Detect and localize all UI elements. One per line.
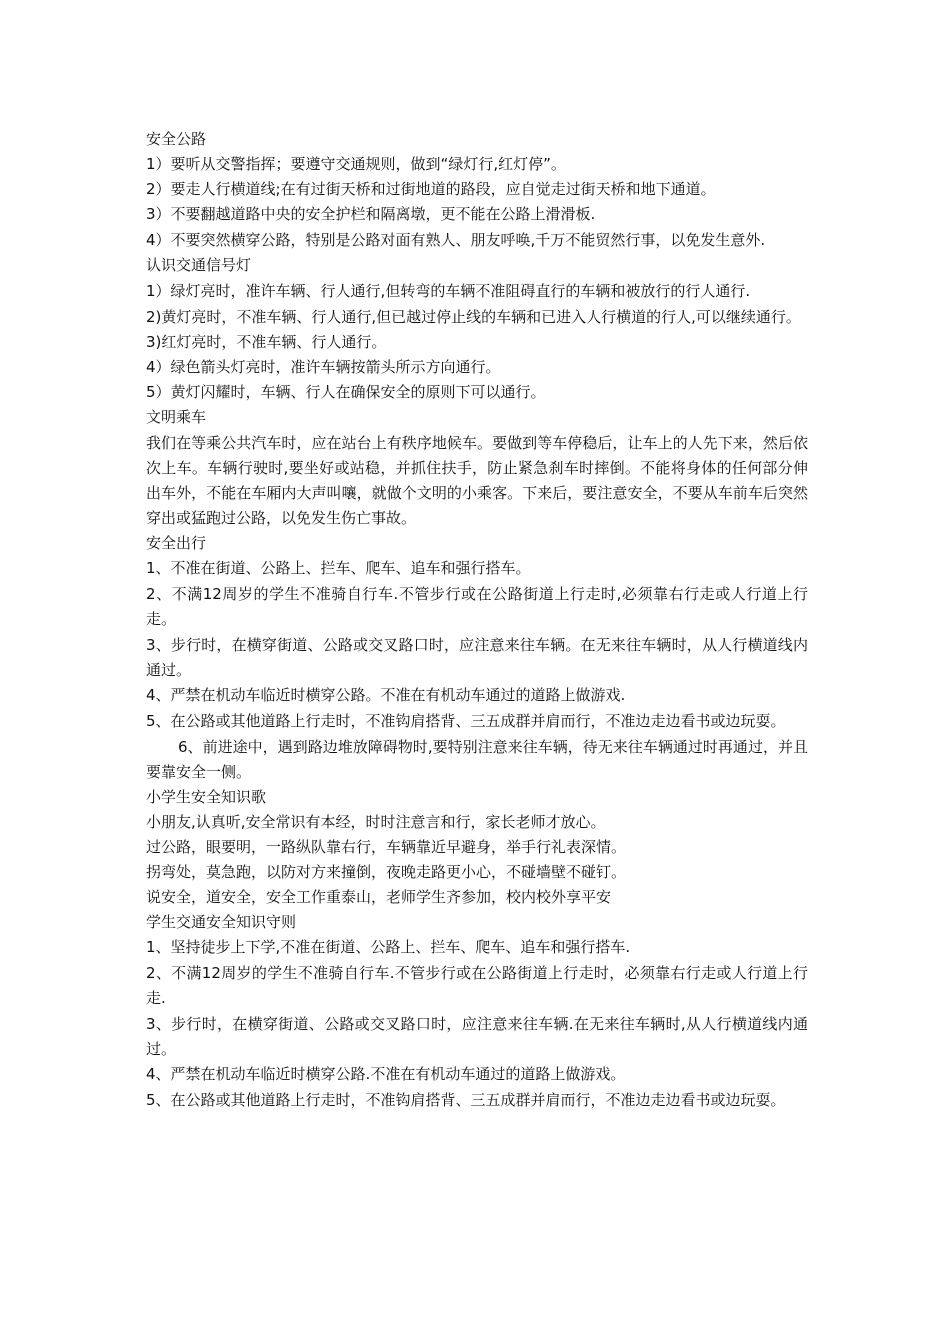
- list-item: 1、不准在街道、公路上、拦车、爬车、追车和强行搭车。: [146, 559, 531, 577]
- list-item: 2)黄灯亮时，不准车辆、行人通行,但已越过停止线的车辆和已进入人行横道的行人,可以继续通行。: [146, 308, 801, 326]
- verse-line: 拐弯处，莫急跑，以防对方来撞倒，夜晚走路更小心，不碰墙壁不碰钉。: [146, 863, 627, 881]
- section-title: 安全出行: [146, 534, 207, 552]
- list-item: 4）绿色箭头灯亮时，准许车辆按箭头所示方向通行。: [146, 358, 501, 376]
- list-item: 4）不要突然横穿公路，特别是公路对面有熟人、朋友呼唤,千万不能贸然行事，以免发生意外.: [146, 231, 766, 249]
- list-item: 3）不要翻越道路中央的安全护栏和隔离墩，更不能在公路上滑滑板.: [146, 205, 596, 223]
- list-item: 2、不满12周岁的学生不准骑自行车.不管步行或在公路街道上行走时，必须靠右行走或人行道上行走.: [146, 964, 808, 1007]
- verse-line: 小朋友,认真听,安全常识有本经，时时注意言和行，家长老师才放心。: [146, 813, 606, 831]
- list-item: 1）要听从交警指挥；要遵守交通规则，做到“绿灯行,红灯停”。: [146, 155, 566, 173]
- section-title: 小学生安全知识歌: [146, 788, 267, 806]
- section-title: 认识交通信号灯: [146, 256, 252, 274]
- list-item: 3、步行时，在横穿街道、公路或交叉路口时，应注意来往车辆。在无来往车辆时，从人行横道线内通过。: [146, 636, 808, 679]
- list-item: 1、坚持徒步上下学,不准在街道、公路上、拦车、爬车、追车和强行搭车.: [146, 938, 631, 956]
- list-item: 5、在公路或其他道路上行走时，不准钩肩搭背、三五成群并肩而行，不准边走边看书或边玩耍。: [146, 712, 786, 730]
- section-title: 学生交通安全知识守则: [146, 913, 297, 931]
- list-item: 6、前进途中，遇到路边堆放障碍物时,要特别注意来往车辆，待无来往车辆通过时再通过，并且要靠安全一侧。: [146, 738, 808, 781]
- document-body: [146, 128, 808, 1114]
- list-item: 3、步行时，在横穿街道、公路或交叉路口时，应注意来往车辆.在无来往车辆时,从人行横道线内通过。: [146, 1015, 808, 1058]
- list-item: 5）黄灯闪耀时，车辆、行人在确保安全的原则下可以通行。: [146, 383, 546, 401]
- verse-line: 说安全，道安全，安全工作重泰山，老师学生齐参加，校内校外享平安: [146, 888, 612, 906]
- paragraph: 我们在等乘公共汽车时，应在站台上有秩序地候车。要做到等车停稳后，让车上的人先下来，然后依次上车。车辆行驶时,要坐好或站稳，并抓住扶手，防止紧急刹车时摔倒。不能将身体的任何部分伸出车外，不能在车厢内大声叫嚷，就做个文明的小乘客。下来后，要注意安全，不要从车前车后突然穿出或猛跑过公路，以免发生伤亡事故。: [146, 434, 808, 527]
- list-item: 5、在公路或其他道路上行走时，不准钩肩搭背、三五成群并肩而行，不准边走边看书或边玩耍。: [146, 1091, 786, 1109]
- verse-line: 过公路，眼要明，一路纵队靠右行，车辆靠近早避身，举手行礼表深情。: [146, 838, 627, 856]
- list-item: 4、严禁在机动车临近时横穿公路。不准在有机动车通过的道路上做游戏.: [146, 686, 626, 704]
- list-item: 2、不满12周岁的学生不准骑自行车.不管步行或在公路街道上行走时,必须靠右行走或人行道上行走。: [146, 585, 808, 628]
- list-item: 3)红灯亮时，不准车辆、行人通行。: [146, 333, 387, 351]
- list-item: 2）要走人行横道线;在有过街天桥和过街地道的路段，应自觉走过街天桥和地下通道。: [146, 180, 716, 198]
- section-title: 文明乘车: [146, 408, 207, 426]
- list-item: 4、严禁在机动车临近时横穿公路.不准在有机动车通过的道路上做游戏。: [146, 1065, 626, 1083]
- list-item: 1）绿灯亮时，准许车辆、行人通行,但转弯的车辆不准阻碍直行的车辆和被放行的行人通行.: [146, 282, 751, 300]
- section-title: 安全公路: [146, 130, 207, 148]
